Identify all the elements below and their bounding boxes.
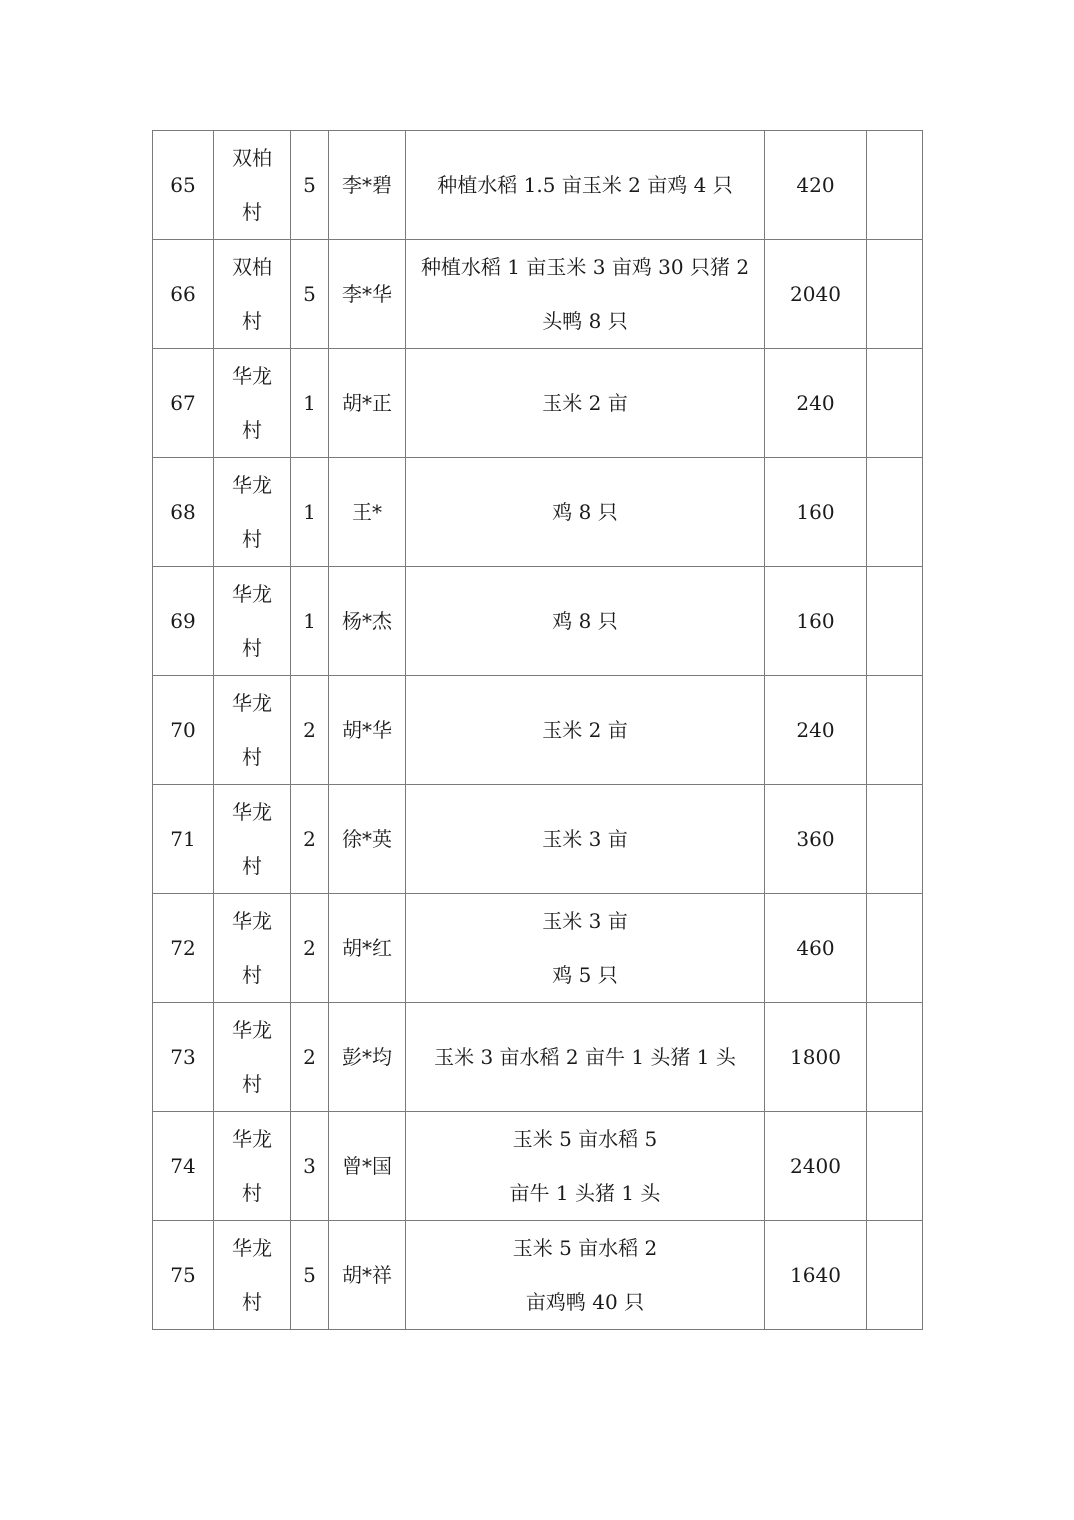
row-number-cell: 73 [153,1003,214,1112]
village-line: 华龙 [232,1018,272,1042]
village-line: 村 [242,527,262,551]
row-number-cell: 66 [153,240,214,349]
name-cell: 曾*国 [329,1112,406,1221]
table-row [153,567,923,676]
village-line: 村 [242,1072,262,1096]
village-line: 华龙 [232,1236,272,1260]
production-detail-cell [406,785,765,894]
village-line: 华龙 [232,1127,272,1151]
row-number-cell: 70 [153,676,214,785]
row-number-cell: 75 [153,1221,214,1330]
village-line: 村 [242,200,262,224]
production-detail-line: 亩牛 1 头猪 1 头 [509,1181,661,1205]
production-detail-line: 鸡 8 只 [552,609,618,633]
name-cell: 李*华 [329,240,406,349]
production-detail-line: 玉米 5 亩水稻 2 [512,1236,658,1260]
production-detail-cell [406,1112,765,1221]
village-cell [214,567,291,676]
village-line: 村 [242,963,262,987]
table-row [153,349,923,458]
household-size-cell: 2 [291,894,329,1003]
note-cell [867,894,923,1003]
note-cell [867,349,923,458]
row-number-cell: 68 [153,458,214,567]
table-row [153,1112,923,1221]
household-size-cell: 3 [291,1112,329,1221]
village-line: 华龙 [232,800,272,824]
village-cell [214,894,291,1003]
household-size-cell: 5 [291,131,329,240]
row-number-cell: 65 [153,131,214,240]
row-number-cell: 72 [153,894,214,1003]
production-detail-line: 玉米 3 亩 [542,827,628,851]
table-row [153,240,923,349]
name-cell: 胡*华 [329,676,406,785]
row-number-cell: 74 [153,1112,214,1221]
name-cell: 彭*均 [329,1003,406,1112]
production-detail-cell [406,1221,765,1330]
village-line: 村 [242,854,262,878]
production-detail-cell [406,1003,765,1112]
village-cell [214,676,291,785]
amount-cell: 1800 [765,1003,867,1112]
note-cell [867,1221,923,1330]
amount-cell: 160 [765,567,867,676]
household-size-cell: 1 [291,458,329,567]
amount-cell: 160 [765,458,867,567]
production-detail-line: 玉米 3 亩 [542,909,628,933]
production-detail-cell [406,131,765,240]
amount-cell: 1640 [765,1221,867,1330]
name-cell: 胡*祥 [329,1221,406,1330]
household-size-cell: 1 [291,349,329,458]
production-detail-line: 种植水稻 1.5 亩玉米 2 亩鸡 4 只 [437,173,733,197]
note-cell [867,676,923,785]
village-cell [214,1221,291,1330]
village-line: 华龙 [232,691,272,715]
note-cell [867,458,923,567]
table-row [153,1221,923,1330]
amount-cell: 2040 [765,240,867,349]
name-cell: 杨*杰 [329,567,406,676]
production-detail-cell [406,894,765,1003]
village-line: 村 [242,1181,262,1205]
amount-cell: 460 [765,894,867,1003]
household-size-cell: 2 [291,1003,329,1112]
note-cell [867,1112,923,1221]
household-size-cell: 2 [291,676,329,785]
village-line: 双柏 [232,255,272,279]
village-cell [214,785,291,894]
table-row [153,1003,923,1112]
village-cell [214,349,291,458]
name-cell: 胡*红 [329,894,406,1003]
table-row [153,458,923,567]
village-line: 华龙 [232,364,272,388]
production-detail-line: 种植水稻 1 亩玉米 3 亩鸡 30 只猪 2 [420,255,750,279]
name-cell: 王* [329,458,406,567]
production-detail-line: 鸡 8 只 [552,500,618,524]
village-line: 村 [242,745,262,769]
amount-cell: 240 [765,349,867,458]
table-row [153,676,923,785]
household-size-cell: 2 [291,785,329,894]
subsidy-table [152,130,923,1330]
amount-cell: 240 [765,676,867,785]
name-cell: 胡*正 [329,349,406,458]
production-detail-line: 玉米 3 亩水稻 2 亩牛 1 头猪 1 头 [434,1045,736,1069]
production-detail-line: 玉米 2 亩 [542,718,628,742]
household-size-cell: 5 [291,1221,329,1330]
amount-cell: 360 [765,785,867,894]
village-line: 华龙 [232,582,272,606]
table-row [153,785,923,894]
note-cell [867,240,923,349]
production-detail-cell [406,240,765,349]
village-cell [214,240,291,349]
village-cell [214,458,291,567]
row-number-cell: 69 [153,567,214,676]
amount-cell: 420 [765,131,867,240]
production-detail-line: 玉米 5 亩水稻 5 [512,1127,658,1151]
production-detail-line: 玉米 2 亩 [542,391,628,415]
village-cell [214,1003,291,1112]
production-detail-line: 鸡 5 只 [552,963,618,987]
production-detail-cell [406,676,765,785]
village-line: 村 [242,309,262,333]
village-line: 村 [242,1290,262,1314]
note-cell [867,131,923,240]
name-cell: 李*碧 [329,131,406,240]
village-line: 华龙 [232,909,272,933]
village-line: 华龙 [232,473,272,497]
production-detail-line: 头鸭 8 只 [542,309,628,333]
production-detail-cell [406,567,765,676]
table-body [153,131,923,1330]
row-number-cell: 67 [153,349,214,458]
table-row [153,131,923,240]
note-cell [867,785,923,894]
village-line: 村 [242,636,262,660]
amount-cell: 2400 [765,1112,867,1221]
village-cell [214,1112,291,1221]
household-size-cell: 5 [291,240,329,349]
production-detail-cell [406,458,765,567]
village-line: 双柏 [232,146,272,170]
village-line: 村 [242,418,262,442]
note-cell [867,567,923,676]
production-detail-cell [406,349,765,458]
name-cell: 徐*英 [329,785,406,894]
note-cell [867,1003,923,1112]
row-number-cell: 71 [153,785,214,894]
table-row [153,894,923,1003]
production-detail-line: 亩鸡鸭 40 只 [525,1290,645,1314]
household-size-cell: 1 [291,567,329,676]
village-cell [214,131,291,240]
